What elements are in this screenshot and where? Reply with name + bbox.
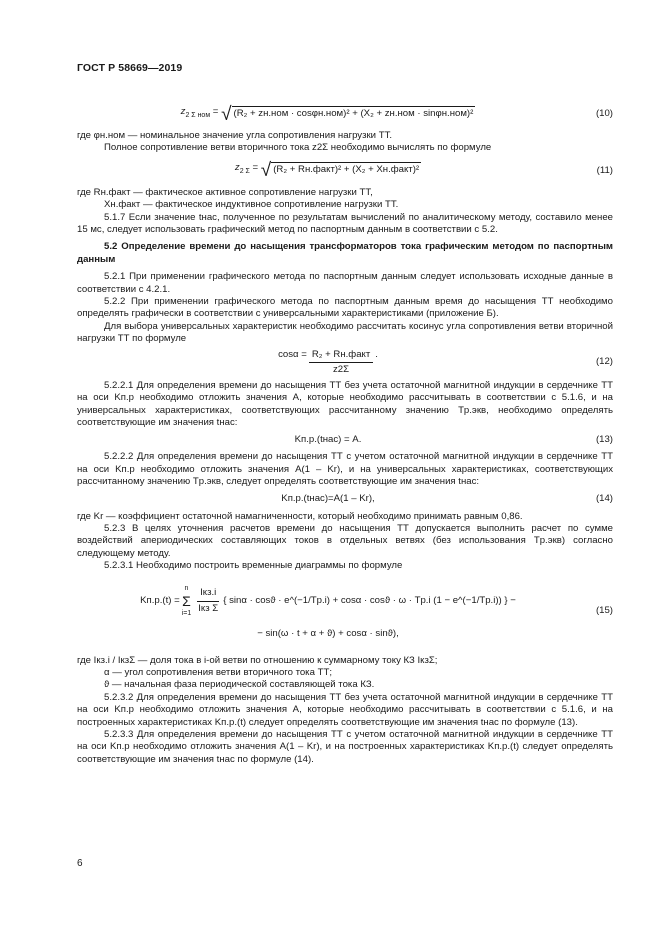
equation-15-number: (15) xyxy=(595,605,613,617)
eq15-bracket-expr: { sinα · cosϑ · e^(−1/Tр.i) + cosα · cosϑ · ω · Tр.i (1 − e^(−1/Tр.i)) } − xyxy=(223,595,516,607)
para-t14: где Iкз.i / IкзΣ — доля тока в i-ой ветви по отношению к суммарному току КЗ IкзΣ; xyxy=(77,654,438,666)
para-t5: 5.1.7 Если значение tнас, полученное по результатам вычислений по аналитическому методу, составило менее 15 мс, следует использовать графический метод по паспортным данным в соответствии с 5.2. xyxy=(77,211,613,236)
para-t2: Полное сопротивление ветви вторичного тока z2Σ необходимо вычислять по формуле xyxy=(104,142,492,154)
equation-12 xyxy=(77,346,613,380)
para-t8: Для выбора универсальных характеристик необходимо рассчитать косинус угла сопротивления ветви вторичной нагрузки ТТ по формуле xyxy=(77,320,613,345)
eq15-line1 xyxy=(140,583,516,620)
eq15-sum: n Σ i=1 xyxy=(181,584,192,617)
para-t3: где Rн.факт — фактическое активное сопротивление нагрузки ТТ, xyxy=(77,186,373,198)
eq10-lhs: $z_{2 \Sigma ном}$ = xyxy=(180,105,222,119)
para-t7: 5.2.2 При применении графического метода по паспортным данным время до насыщения ТТ необходимо определять графически в соответствии с универсальными характеристиками (приложение Б). xyxy=(77,296,613,320)
eq11-sqrt: √ (R₂ + Rн.факт)² + (X₂ + Xн.факт)² xyxy=(260,160,420,182)
para-t13: 5.2.3.1 Необходимо построить временные диаграммы по формуле xyxy=(104,560,403,572)
page-header: ГОСТ Р 58669—2019 xyxy=(77,62,183,74)
equation-11 xyxy=(77,155,613,187)
para-t15: α — угол сопротивления ветви вторичного тока ТТ; xyxy=(104,666,332,678)
para-t18: 5.2.3.3 Для определения времени до насыщения ТТ с учетом остаточной магнитной индукции в сердечнике ТТ на оси Kп.р необходимо отложить значения A(1 – Kr), и на построенных характеристиках Kп.р.(t) следует определять соответствующие им значения tнас по формуле (14). xyxy=(77,729,613,765)
equation-14-expr: Kп.р.(tнас)=A(1 – Kr), xyxy=(281,493,375,505)
para-t9: 5.2.2.1 Для определения времени до насыщения ТТ без учета остаточной магнитной индукции в сердечнике ТТ на оси Kп.р необходимо отложить значения A, которые необходимо рассчитывать в соответствии с 5.1.6, и на универсальных характеристиках, соответствующих рассчитанному значению Tр.экв, необходимо определять соответствующие им значения tнас: xyxy=(77,379,613,428)
equation-11-number: (11) xyxy=(596,164,613,176)
para-t1: где φн.ном — номинальное значение угла сопротивления нагрузки ТТ. xyxy=(77,130,393,141)
page-content xyxy=(77,92,613,766)
para-t11: где Kr — коэффициент остаточной намагниченности, который необходимо принимать равным 0,86. xyxy=(77,510,523,522)
equation-14 xyxy=(77,489,613,511)
equation-15 xyxy=(77,573,613,651)
equation-12-number: (12) xyxy=(595,356,613,368)
equation-10-expr xyxy=(77,103,579,125)
para-t12: 5.2.3 В целях уточнения расчетов времени до насыщения ТТ допускается выполнить расчет по сумме воздействий апериодических составляющих токов в отдельных ветвях (без использования Tр.экв) согласно следующему методу. xyxy=(77,522,613,559)
page-number: 6 xyxy=(77,858,83,869)
eq12-lhs: cosα = xyxy=(278,348,307,360)
equation-11-expr xyxy=(77,160,579,182)
equation-12-expr: cosα = $\frac{\text{R₂ + Rн.факт}}{z2\Sigma}$ . xyxy=(278,348,378,376)
equation-13 xyxy=(77,429,613,451)
equation-13-number: (13) xyxy=(595,434,613,446)
section-heading-5-2: 5.2 Определение времени до насыщения трансформаторов тока графическим методом по паспортным данным xyxy=(77,241,613,265)
para-t16: ϑ — начальная фаза периодической составляющей тока КЗ. xyxy=(104,679,375,691)
para-t6: 5.2.1 При применении графического метода по паспортным данным следует использовать исходные данные в соответствии с 4.2.1. xyxy=(77,271,613,295)
eq15-fraction: $\frac{\text{Iкз.i}}{\text{Iкз Σ}}$ xyxy=(198,587,219,614)
equation-10 xyxy=(77,98,613,130)
eq11-lhs: $z_{2 \Sigma}$ = xyxy=(234,162,261,176)
equation-10-number: (10) xyxy=(595,107,613,119)
equation-15-expr xyxy=(77,583,579,641)
eq12-fraction: $\frac{\text{R₂ + Rн.факт}}{z2\Sigma}$ xyxy=(309,349,373,377)
para-t17: 5.2.3.2 Для определения времени до насыщения ТТ без учета остаточной магнитной индукции в сердечнике ТТ на оси Kп.р необходимо отложить значения A, которые необходимо рассчитывать в соответствии с 5.1.6, и на построенных характеристиках Kп.р.(t) следует определять соответствующие им значения tнас по формуле (13). xyxy=(77,691,613,728)
eq15-lhs: Kп.р.(t) = xyxy=(140,595,180,607)
equation-13-expr: Kп.р.(tнас) = A. xyxy=(294,434,362,446)
eq10-sqrt: √ (R₂ + zн.ном · cosφн.ном)² + (X₂ + zн.ном · sinφн.ном)² xyxy=(221,103,474,125)
para-t4: Xн.факт — фактическое индуктивное сопротивление нагрузки ТТ. xyxy=(104,199,399,211)
para-t10: 5.2.2.2 Для определения времени до насыщения ТТ с учетом остаточной магнитной индукции в сердечнике ТТ на оси Kп.р необходимо отложить значения A(1 – Kr), и на универсальных характеристиках, соответствующих рассчитанному значению Tр.экв, следует определять соответствующие им значения tнас: xyxy=(77,451,613,488)
equation-14-number: (14) xyxy=(595,493,613,505)
eq15-line2: − sin(ω · t + α + ϑ) + cosα · sinϑ), xyxy=(257,627,399,639)
